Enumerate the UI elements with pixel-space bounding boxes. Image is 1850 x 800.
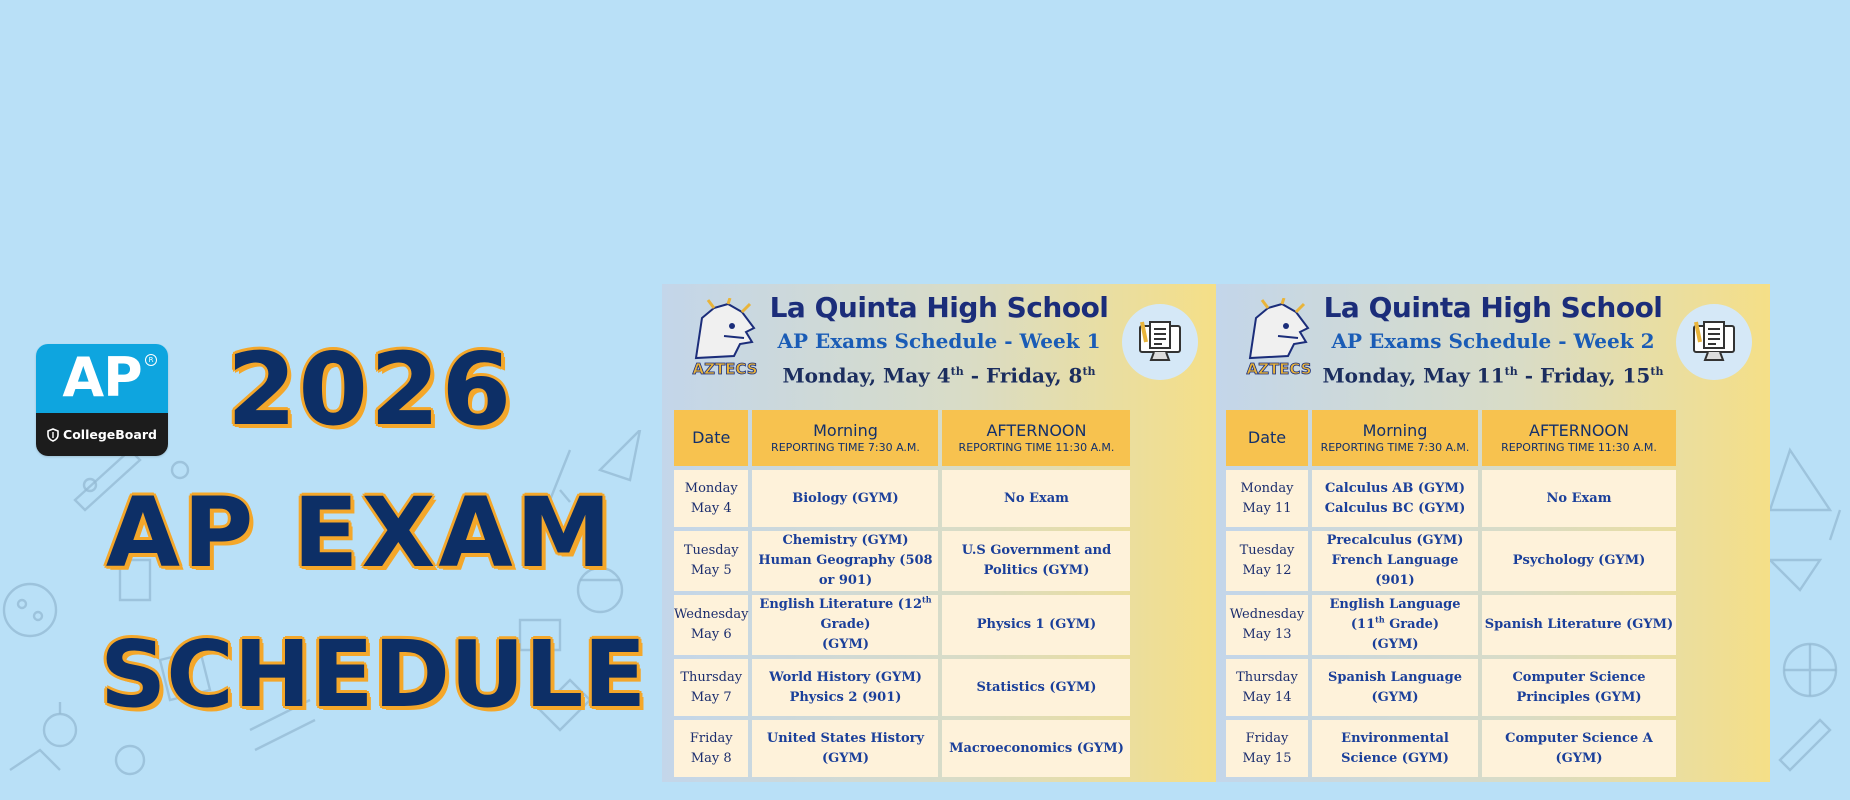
morning-exam-cell-text: Biology (GYM) <box>792 490 899 506</box>
morning-exam-cell-text: Spanish Language (GYM) <box>1328 669 1462 705</box>
afternoon-exam-cell <box>1482 720 1676 777</box>
date-range: Monday, May 11th - Friday, 15th <box>1322 363 1664 388</box>
morning-exam-cell-text: World History (GYM) <box>769 669 922 685</box>
computer-exam-icon <box>1136 318 1184 366</box>
afternoon-exam-cell <box>942 470 1130 527</box>
date-cell-text: May 13 <box>1242 627 1292 642</box>
date-cell-text: Thursday <box>1236 669 1298 685</box>
computer-exam-icon <box>1690 318 1738 366</box>
afternoon-exam-cell-text: Politics (GYM) <box>983 563 1090 578</box>
morning-exam-cell <box>752 531 938 591</box>
date-cell-text: Tuesday <box>1239 543 1295 558</box>
computer-exam-icon-badge <box>1676 304 1752 380</box>
morning-exam-cell-text: French Language (901) <box>1331 553 1459 588</box>
afternoon-exam-cell <box>942 595 1130 655</box>
afternoon-exam-cell-text: Spanish Literature (GYM) <box>1484 617 1674 632</box>
morning-exam-cell-text: Human Geography (508 or 901) <box>758 553 933 588</box>
afternoon-exam-cell-text: Psychology (GYM) <box>1512 553 1646 568</box>
afternoon-exam-cell-text: No Exam <box>1546 490 1612 506</box>
date-cell <box>1226 659 1308 716</box>
title-line-schedule: SCHEDULE <box>100 621 647 728</box>
afternoon-exam-cell-text: Statistics (GYM) <box>976 679 1097 695</box>
afternoon-exam-cell-text: Computer Science Principles (GYM) <box>1512 669 1646 705</box>
date-cell <box>674 470 748 527</box>
morning-exam-cell <box>752 595 938 655</box>
morning-exam-cell-text: (GYM) <box>821 637 870 652</box>
header-date: Date <box>674 410 748 466</box>
morning-exam-cell-text: th <box>1375 614 1385 625</box>
date-cell <box>1226 531 1308 591</box>
date-cell-text: May 5 <box>690 563 732 578</box>
morning-exam-cell <box>1312 720 1478 777</box>
date-cell-text: May 8 <box>690 750 732 766</box>
afternoon-exam-cell-text: No Exam <box>1004 490 1069 506</box>
aztecs-mascot-logo <box>1238 298 1320 380</box>
date-cell-text: Monday <box>1240 480 1294 496</box>
aztecs-mascot-logo <box>684 298 766 380</box>
table-row <box>674 470 1130 527</box>
week-1-schedule-panel <box>662 284 1216 782</box>
date-cell-text: May 14 <box>1242 689 1292 705</box>
date-cell <box>674 595 748 655</box>
header-morning: Morning REPORTING TIME 7:30 A.M. <box>1312 410 1478 466</box>
header-afternoon: AFTERNOON REPORTING TIME 11:30 A.M. <box>1482 410 1676 466</box>
afternoon-exam-cell-text: Computer Science A (GYM) <box>1505 730 1653 766</box>
afternoon-exam-cell <box>1482 531 1676 591</box>
school-name: La Quinta High School <box>769 291 1109 324</box>
afternoon-exam-cell-text: U.S Government and <box>961 543 1112 558</box>
registered-mark-icon: R <box>145 354 157 366</box>
morning-exam-cell-text: (GYM) <box>1371 637 1419 652</box>
date-cell <box>674 531 748 591</box>
date-cell-text: Thursday <box>680 669 743 685</box>
date-cell <box>674 720 748 777</box>
week-label: AP Exams Schedule - Week 1 <box>777 329 1101 353</box>
date-cell-text: Friday <box>1245 730 1289 746</box>
date-cell <box>1226 720 1308 777</box>
date-cell-text: Friday <box>689 730 733 746</box>
table-row <box>674 659 1130 716</box>
morning-exam-cell-text: Physics 2 (901) <box>789 689 902 705</box>
afternoon-exam-cell <box>942 659 1130 716</box>
week-2-schedule-panel <box>1216 284 1770 782</box>
title-year: 2026 <box>226 331 514 448</box>
date-cell-text: May 12 <box>1242 563 1292 578</box>
afternoon-exam-cell <box>1482 470 1676 527</box>
exam-schedule-table <box>670 406 1134 781</box>
week-label: AP Exams Schedule - Week 2 <box>1331 329 1655 353</box>
table-row <box>1226 470 1676 527</box>
ap-logo-text: AP <box>62 346 142 409</box>
morning-exam-cell <box>1312 659 1478 716</box>
school-name: La Quinta High School <box>1323 291 1663 324</box>
afternoon-exam-cell-text: Physics 1 (GYM) <box>976 617 1097 632</box>
header-afternoon: AFTERNOON REPORTING TIME 11:30 A.M. <box>942 410 1130 466</box>
table-row <box>674 595 1130 655</box>
morning-exam-cell-text: Precalculus (GYM) <box>1326 533 1464 548</box>
table-header-row <box>1226 410 1676 466</box>
title-line-ap-exam: AP EXAM <box>105 477 615 589</box>
exam-schedule-table <box>1222 406 1680 781</box>
morning-exam-cell <box>1312 531 1478 591</box>
afternoon-exam-cell <box>1482 595 1676 655</box>
date-cell-text: May 15 <box>1242 750 1292 766</box>
date-cell-text: May 7 <box>690 689 732 705</box>
table-row <box>1226 595 1676 655</box>
morning-exam-cell <box>752 720 938 777</box>
header-morning: Morning REPORTING TIME 7:30 A.M. <box>752 410 938 466</box>
morning-exam-cell-text: th <box>922 594 932 605</box>
date-cell-text: Wednesday <box>674 607 749 622</box>
date-range: Monday, May 4th - Friday, 8th <box>782 363 1096 388</box>
date-cell <box>674 659 748 716</box>
morning-exam-cell <box>752 659 938 716</box>
morning-exam-cell-text: English Language (11 <box>1329 597 1461 632</box>
morning-exam-cell-text: Chemistry (GYM) <box>782 533 909 548</box>
table-row <box>1226 659 1676 716</box>
afternoon-exam-cell <box>942 720 1130 777</box>
morning-exam-cell-text: English Literature (12 <box>759 597 923 612</box>
date-cell-text: Tuesday <box>683 543 739 558</box>
header-date: Date <box>1226 410 1308 466</box>
afternoon-exam-cell-text: Macroeconomics (GYM) <box>949 740 1124 756</box>
svg-text:AZTECS: AZTECS <box>692 360 758 378</box>
computer-exam-icon-badge <box>1122 304 1198 380</box>
morning-exam-cell <box>1312 470 1478 527</box>
morning-exam-cell <box>752 470 938 527</box>
date-cell-text: May 11 <box>1242 500 1292 516</box>
table-row <box>1226 720 1676 777</box>
morning-exam-cell-text: Grade) <box>820 617 871 632</box>
morning-exam-cell-text: Calculus BC (GYM) <box>1324 500 1466 516</box>
table-row <box>674 720 1130 777</box>
svg-text:AZTECS: AZTECS <box>1246 360 1312 378</box>
ap-collegeboard-logo <box>36 344 168 456</box>
collegeboard-text: CollegeBoard <box>63 427 157 442</box>
date-cell <box>1226 470 1308 527</box>
morning-exam-cell-text: Environmental Science (GYM) <box>1341 730 1449 766</box>
morning-exam-cell-text: Grade) <box>1384 617 1440 632</box>
date-cell <box>1226 595 1308 655</box>
morning-exam-cell-text: United States History (GYM) <box>766 730 925 766</box>
table-header-row <box>674 410 1130 466</box>
morning-exam-cell-text: Calculus AB (GYM) <box>1325 480 1465 496</box>
table-row <box>674 531 1130 591</box>
afternoon-exam-cell <box>1482 659 1676 716</box>
date-cell-text: Wednesday <box>1229 607 1305 622</box>
table-row <box>1226 531 1676 591</box>
collegeboard-shield-icon <box>47 428 59 442</box>
morning-exam-cell <box>1312 595 1478 655</box>
date-cell-text: Monday <box>684 480 738 496</box>
date-cell-text: May 6 <box>690 627 732 642</box>
afternoon-exam-cell <box>942 531 1130 591</box>
date-cell-text: May 4 <box>690 500 732 516</box>
